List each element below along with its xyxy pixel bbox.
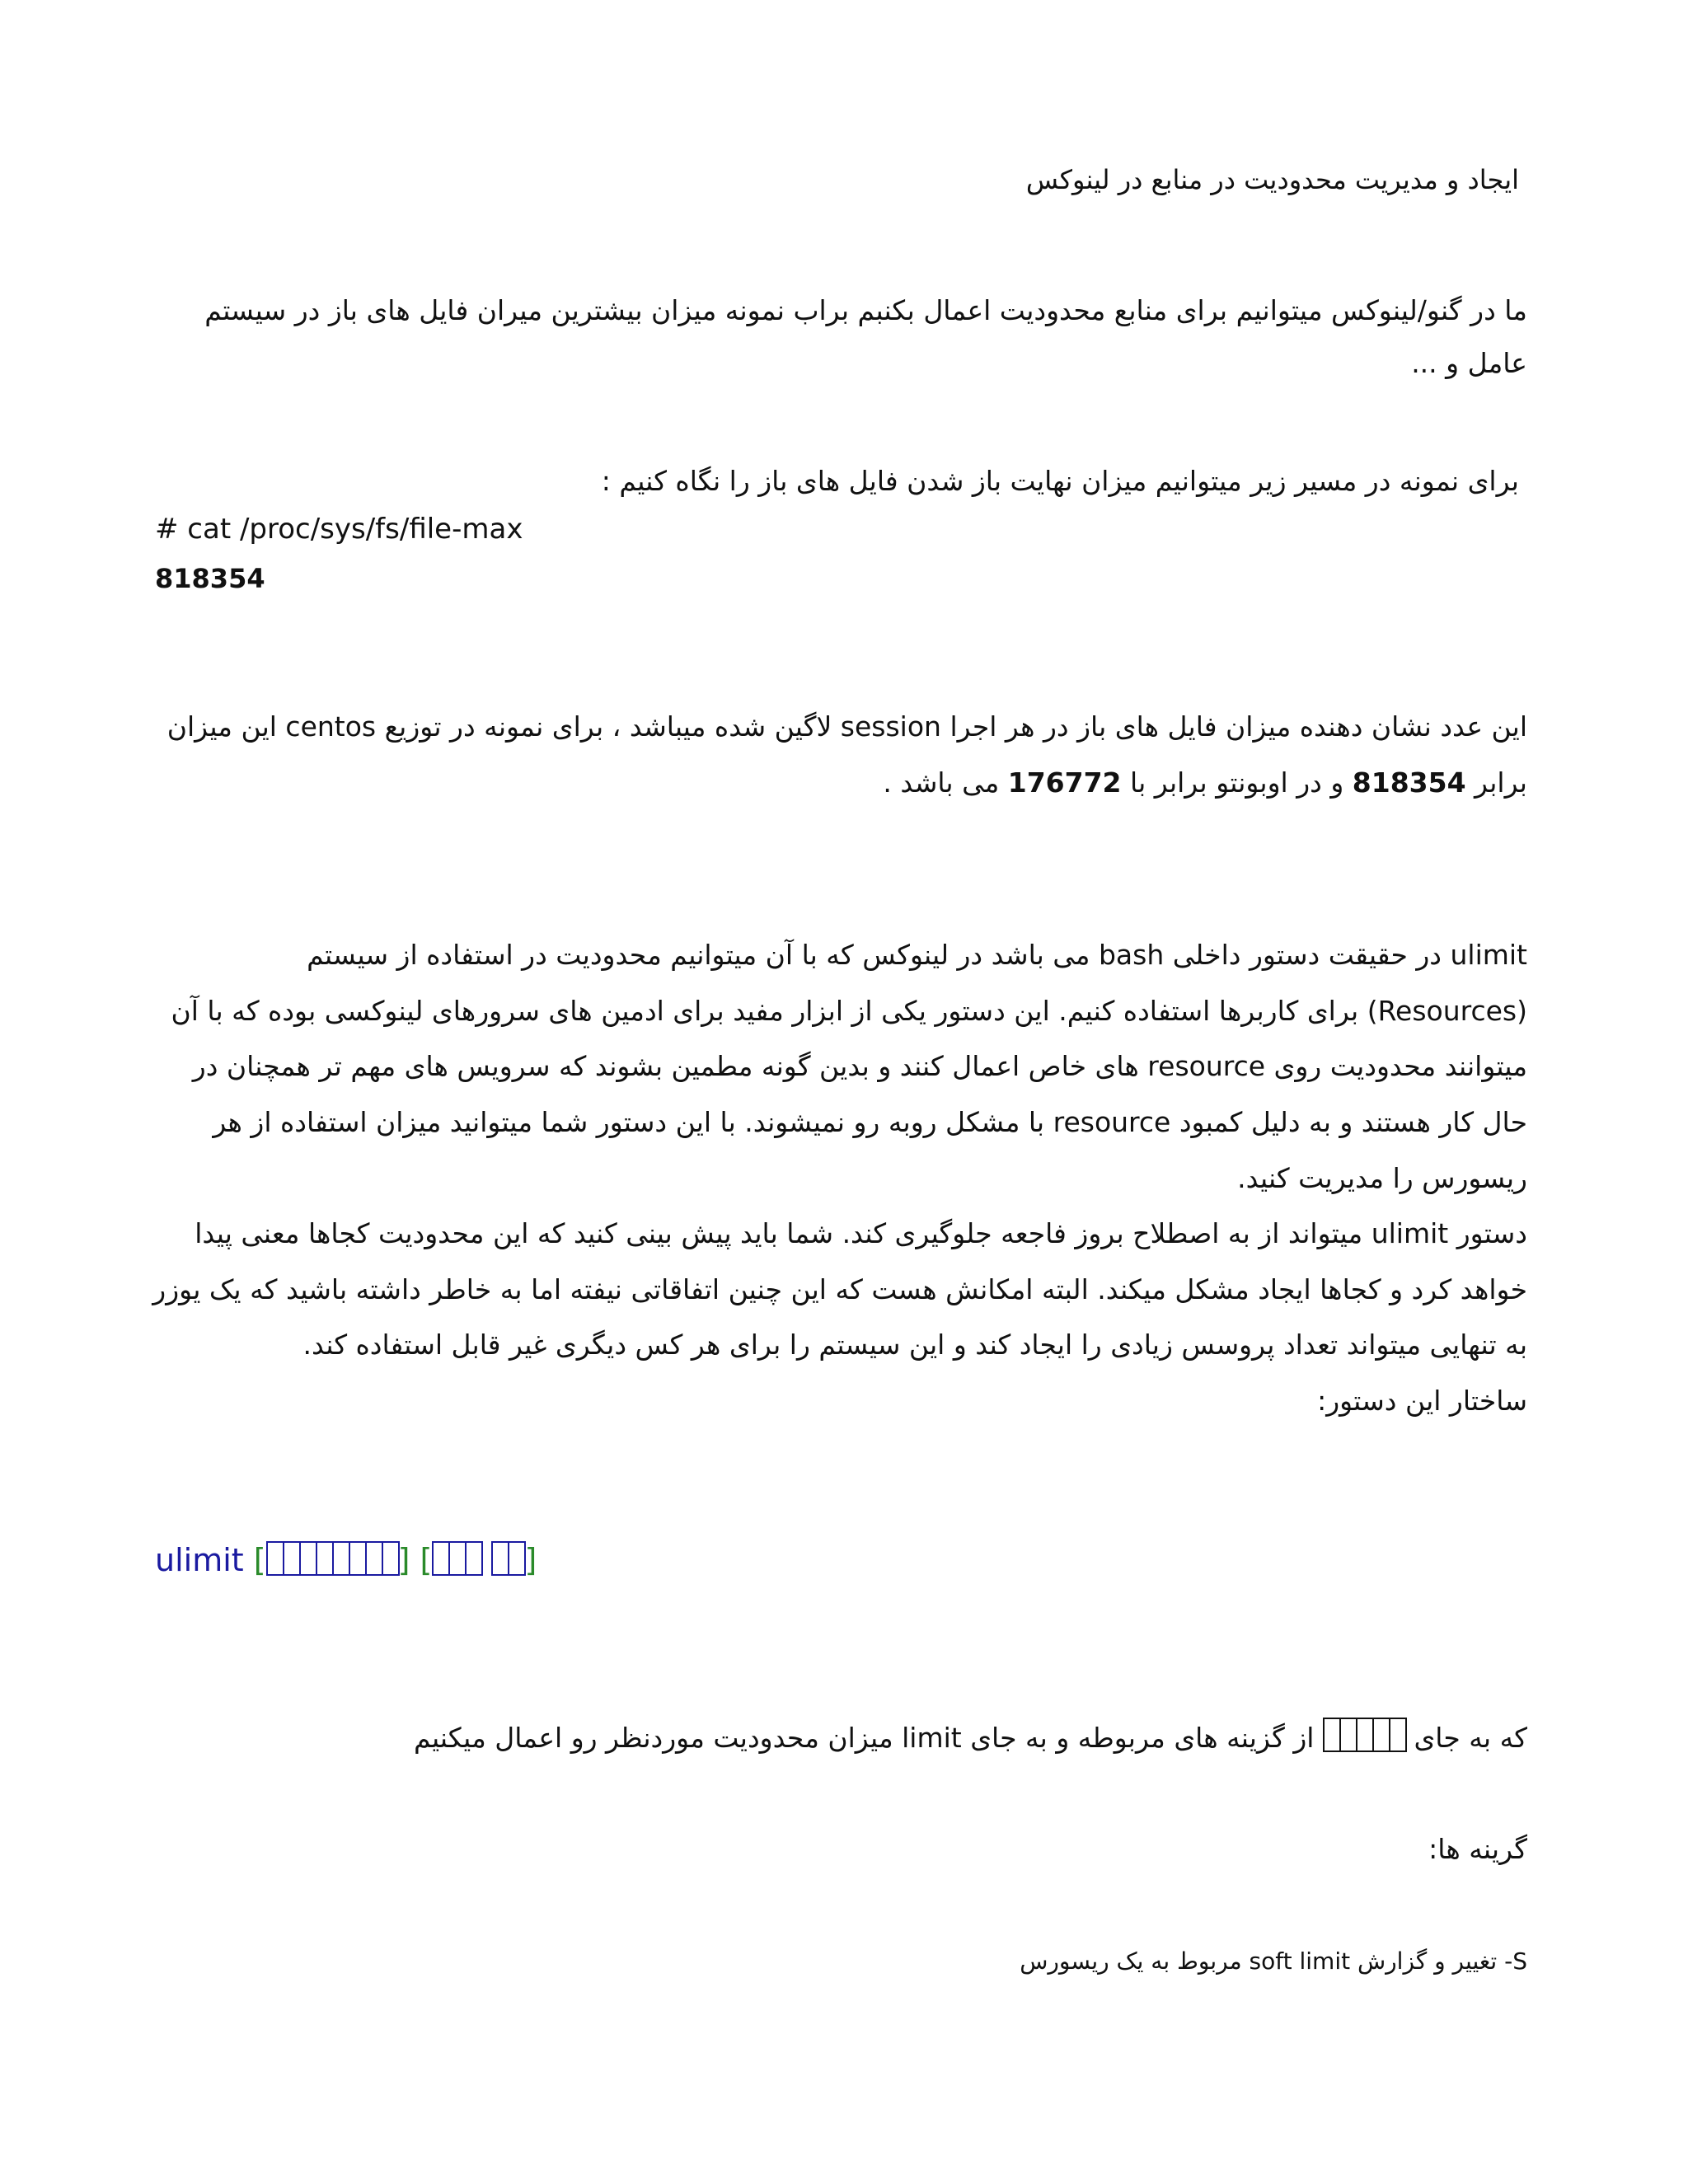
ulimit-description-paragraph-1: ulimit در حقیقت دستور داخلی bash می باشد در لینوکس که با آن میتوانیم محدودیت در استفاده از سیستم (Resources) برای کاربرها استفاده کنیم. این دستور یکی از ابزار مفید برای ادمین های سرورهای لینوکسی بوده که با آن میتوانند محدودیت روی resource های خاص اعمال کنند و بدین گونه مطمین بشوند که سرویس های مهم تر همچنان در حال کار هستند و به دلیل کمبود resource با مشکل روبه رو نمیشوند. با این دستور شما میتوانید میزان استفاده از هر ریسورس را مدیریت کنید. bbox=[171, 939, 1527, 1194]
syntax-command: ulimit bbox=[155, 1542, 244, 1578]
ulimit-description bbox=[143, 927, 1527, 1429]
intro-paragraph: ما در گنو/لینوکس میتوانیم برای منابع محدودیت اعمال بکنبم براب نمونه میزان بیشترین میران فایل های باز در سیستم عامل و ... bbox=[204, 294, 1527, 380]
options-heading: گرینه ها: bbox=[1428, 1833, 1527, 1865]
explanation-text-3: می باشد . bbox=[883, 766, 1008, 799]
option-s: S- تغییر و گزارش soft limit مربوط به یک ریسورس bbox=[1020, 1947, 1527, 1975]
explanation-text-1: این عدد نشان دهنده میزان فایل های باز در هر اجرا session لاگین شده میباشد ، برای نمونه در توزیع centos این میزان برابر bbox=[166, 710, 1527, 799]
syntax-heading: ساختار این دستور: bbox=[1317, 1385, 1527, 1418]
ulimit-description-paragraph-2: دستور ulimit میتواند از به اصطلاح بروز فاجعه جلوگیری کند. شما باید پیش بینی کنید که این محدودیت کجاها معنی پیدا خواهد کرد و کجاها ایجاد مشکل میکند. البته امکانش هست که این چنین اتفاقاتی نیفته اما به خاطر داشته باشید که یک یوزر به تنهایی میتواند تعداد پروسس زیادی را ایجاد کند و این سیستم را برای هر کس دیگری غیر قابل استفاده کند. bbox=[152, 1217, 1527, 1361]
ulimit-syntax bbox=[155, 1541, 537, 1578]
syntax-close-bracket-2: ] bbox=[524, 1542, 537, 1578]
options-intro-after: از گزینه های مربوطه و به جای limit میزان محدودیت موردنظر رو اعمال میکنیم bbox=[414, 1722, 1323, 1754]
missing-glyph-group-2 bbox=[432, 1542, 481, 1578]
missing-glyph-group-4 bbox=[1323, 1722, 1405, 1754]
example-intro: برای نمونه در مسیر زیر میتوانیم میزان نهایت باز شدن فایل های باز را نگاه کنیم : bbox=[601, 465, 1519, 497]
command-line: # cat /proc/sys/fs/file-max bbox=[155, 513, 523, 546]
explanation-paragraph bbox=[143, 699, 1527, 810]
syntax-open-bracket-1: [ bbox=[253, 1542, 266, 1578]
syntax-open-bracket-2: [ bbox=[420, 1542, 433, 1578]
centos-value: 818354 bbox=[1352, 766, 1466, 799]
ubuntu-value: 176772 bbox=[1007, 766, 1122, 799]
document-title: ایجاد و مدیریت محدودیت در منابع در لینوکس bbox=[1025, 164, 1519, 195]
syntax-close-bracket-1: ] bbox=[397, 1542, 410, 1578]
missing-glyph-group-3 bbox=[491, 1542, 524, 1578]
options-intro-before: که به جای bbox=[1404, 1722, 1527, 1754]
explanation-text-2: و در اوبونتو برابر با bbox=[1121, 766, 1353, 799]
options-intro bbox=[126, 1714, 1527, 1762]
command-output: 818354 bbox=[155, 563, 265, 594]
missing-glyph-group-1 bbox=[266, 1542, 398, 1578]
